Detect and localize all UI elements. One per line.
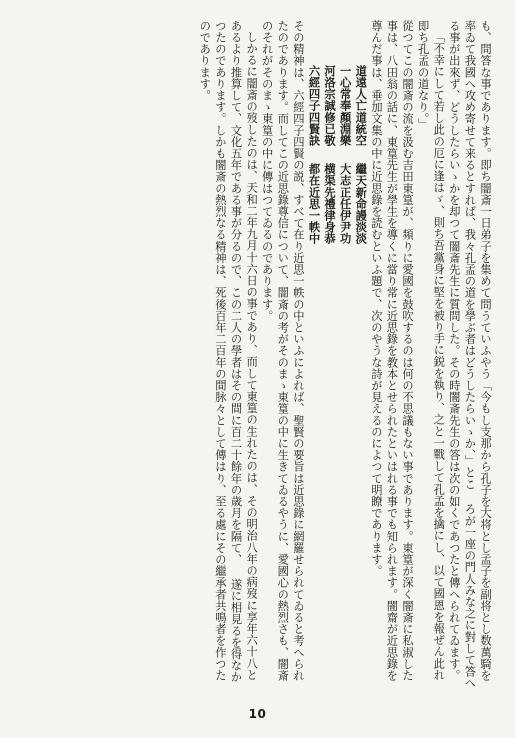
poem-line-1-first-half: 道遠人亡道統空 — [354, 65, 369, 147]
poem-line-2-first-half: 一心常奉顏淵樂 — [338, 65, 353, 147]
poem-line-2-second-half: 大志正任伊尹功 — [338, 163, 353, 245]
paragraph-5: しかるに闇斎の歿したのは、天和二年九月十六日の事であり、而して東篁の生れたのは、その明治八年の病歿に享年六十八とあるより推算して、文化五年である事が分るので、この二人の學者はその間に百二十餘年の歳月を隔て、 遂に相見るを得なかつたのであります。しかも闇斎の熱烈なる精神は、死後百年二百年の間脉々として傳はり、至る處にその繼承者共鳴者を作つたのであります。 — [198, 20, 259, 683]
paragraph-1: も、問答な事であります。即ち闇斎一日弟子を集めて問うていふやう「今もし支那から孔子を大将とし孟子を副将とし数萬騎を率ゐて我國へ攻め寄せて来るとすれば、我々孔孟の道を學ぶ者はどうしたらいゝか、」とこ ろが一座の門人みな之に對して答へる事が出來ず、どうしたらいゝかを却つて闇斎先生に質問した。その時闇斎先生の答は次の如くであつたと傳へられてゐます。 — [447, 20, 492, 689]
poem-line-3 — [321, 65, 337, 692]
poem-line-4-first-half: 六經四子四賢訣 — [307, 65, 322, 147]
page-number: 10 — [248, 707, 267, 721]
poem-line-4-second-half: 都在近思一帙中 — [307, 163, 322, 245]
paragraph-2-quote: 「不幸にして若し此の厄に逢はゞ、則ち吾黨身に堅を被り手に鋭を執り、之と一戰して孔孟を擒にし、以て國恩を報ぜん此れ即ち孔孟の道なり。」 — [416, 20, 446, 681]
paragraph-3: 從つてこの闇斎の流を汲む吉田東篁が、頻りに愛國を鼓吹するのは何の不思議もない事であります。東篁が深く闇斎に私淑した事は、八田翁の話に、東篁先生が學生を導くに當り常に近思錄を教本とせられたといはれる事でも知られます。闇齋が近思錄を尊んだ事は、垂加文集の中に近思錄を読むといふ題で、次のやうな詩が見えるのによつて明瞭であります。 — [369, 20, 415, 682]
poem-line-1-second-half: 繼天新命謾淡淡 — [354, 163, 369, 245]
vertical-text-body — [23, 20, 493, 692]
poem-line-1 — [353, 65, 369, 692]
poem-line-2 — [337, 65, 353, 692]
poem-line-3-second-half: 横渠先禮律身恭 — [323, 163, 338, 245]
poem-block — [306, 20, 368, 692]
poem-line-3-first-half: 河洛宗誠修已敬 — [323, 65, 338, 147]
paragraph-4: その精神は、六經四子四賢の説、すべて在り近思一帙の中といふによれば、聖賢の要旨は近思錄に網羅せられてゐると考へられたのであります。而してこの近思錄尊信について、闇斎の考がそのまゝ東篁の中に生きてゐるやうに、愛國心の熱烈さも、闇斎のそれがそのまゝ東篁の中に傳はつてゐるのであります。 — [260, 20, 305, 682]
poem-line-4 — [306, 65, 322, 692]
